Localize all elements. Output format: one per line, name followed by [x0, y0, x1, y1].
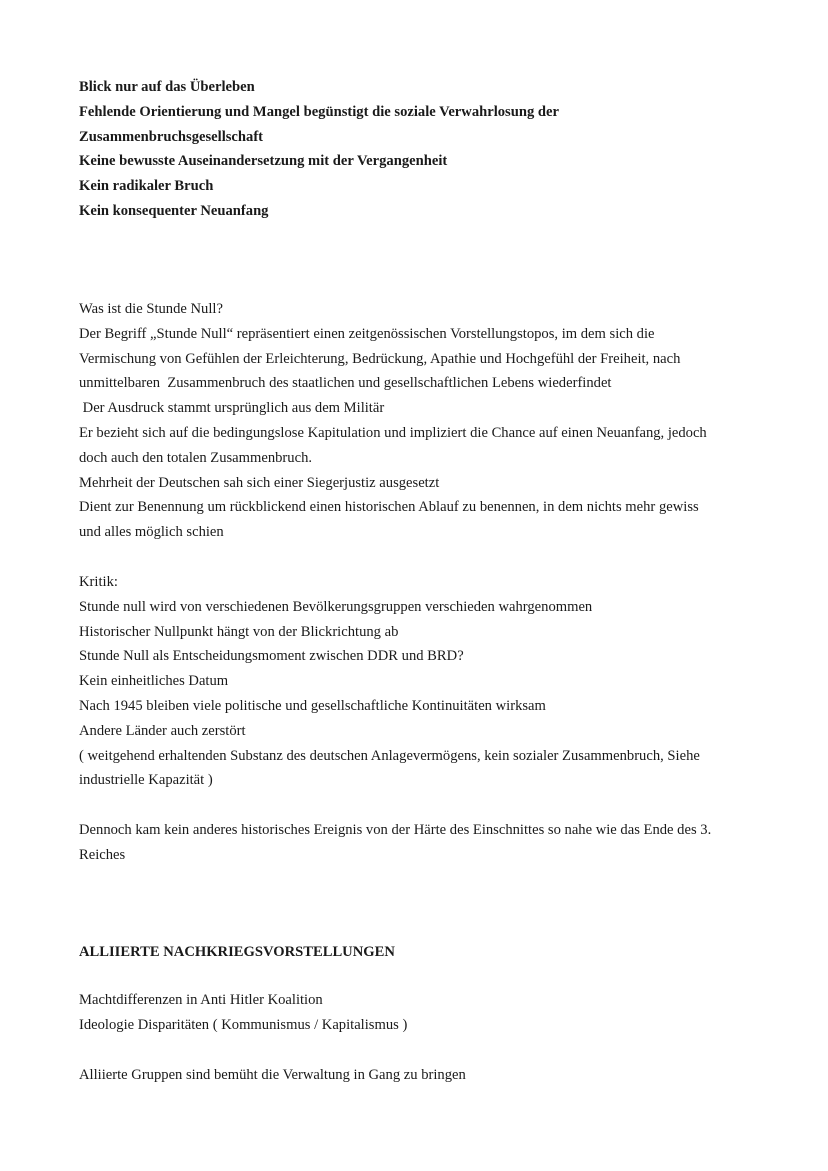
dennoch-paragraph: [79, 818, 779, 868]
paragraph-line: doch auch den totalen Zusammenbruch.: [79, 449, 313, 466]
stunde-null-section: [79, 297, 779, 545]
paragraph-line: Mehrheit der Deutschen sah sich einer Siegerjustiz ausgesetzt: [79, 474, 440, 491]
summary-line: Fehlende Orientierung und Mangel begünstigt die soziale Verwahrlosung der: [79, 103, 559, 120]
kritik-line: Nach 1945 bleiben viele politische und gesellschaftliche Kontinuitäten wirksam: [79, 697, 546, 714]
paragraph-line: Dient zur Benennung um rückblickend einen historischen Ablauf zu benennen, in dem nichts mehr gewiss: [79, 499, 699, 516]
kritik-line: Andere Länder auch zerstört: [79, 722, 246, 739]
kritik-heading: Kritik:: [79, 574, 118, 590]
allied-line: Ideologie Disparitäten ( Kommunismus / Kapitalismus ): [79, 1016, 408, 1033]
paragraph-line: Er bezieht sich auf die bedingungslose Kapitulation und impliziert die Chance auf einen Neuanfang, jedoch: [79, 424, 707, 441]
paragraph-line: Dennoch kam kein anderes historisches Ereignis von der Härte des Einschnittes so nahe wie das Ende des 3.: [79, 822, 712, 838]
allied-final-line: Alliierte Gruppen sind bemüht die Verwaltung in Gang zu bringen: [79, 1067, 466, 1083]
kritik-line: Kein einheitliches Datum: [79, 673, 229, 690]
summary-line: Keine bewusste Auseinandersetzung mit der Vergangenheit: [79, 153, 448, 170]
paragraph-line: Reiches: [79, 846, 126, 863]
kritik-line: Stunde Null als Entscheidungsmoment zwischen DDR und BRD?: [79, 648, 464, 665]
stunde-null-question: Was ist die Stunde Null?: [79, 301, 223, 317]
paragraph-line: unmittelbaren Zusammenbruch des staatlichen und gesellschaftlichen Lebens wiederfindet: [79, 375, 612, 392]
paragraph-line: Der Begriff „Stunde Null“ repräsentiert einen zeitgenössischen Vorstellungstopos, im dem sich die: [79, 325, 655, 342]
kritik-line: industrielle Kapazität ): [79, 772, 213, 789]
kritik-section: [79, 570, 779, 793]
summary-line: Zusammenbruchsgesellschaft: [79, 128, 264, 145]
paragraph-line: Der Ausdruck stammt ursprünglich aus dem Militär: [79, 400, 385, 417]
kritik-line: Historischer Nullpunkt hängt von der Blickrichtung ab: [79, 623, 399, 640]
summary-line: Kein konsequenter Neuanfang: [79, 202, 269, 219]
kritik-line: Stunde null wird von verschiedenen Bevölkerungsgruppen verschieden wahrgenommen: [79, 598, 593, 615]
allied-list: [79, 988, 779, 1038]
paragraph-line: Vermischung von Gefühlen der Erleichterung, Bedrückung, Apathie und Hochgefühl der Freiheit, nach: [79, 350, 681, 367]
allied-heading: ALLIIERTE NACHKRIEGSVORSTELLUNGEN: [79, 944, 395, 960]
paragraph-line: und alles möglich schien: [79, 524, 224, 541]
allied-line: Machtdifferenzen in Anti Hitler Koalition: [79, 992, 323, 1008]
summary-line: Blick nur auf das Überleben: [79, 79, 255, 95]
summary-line: Kein radikaler Bruch: [79, 178, 214, 195]
kritik-line: ( weitgehend erhaltenden Substanz des deutschen Anlagevermögens, kein sozialer Zusammenbruch, Siehe: [79, 747, 700, 764]
summary-bold-block: [79, 75, 779, 224]
